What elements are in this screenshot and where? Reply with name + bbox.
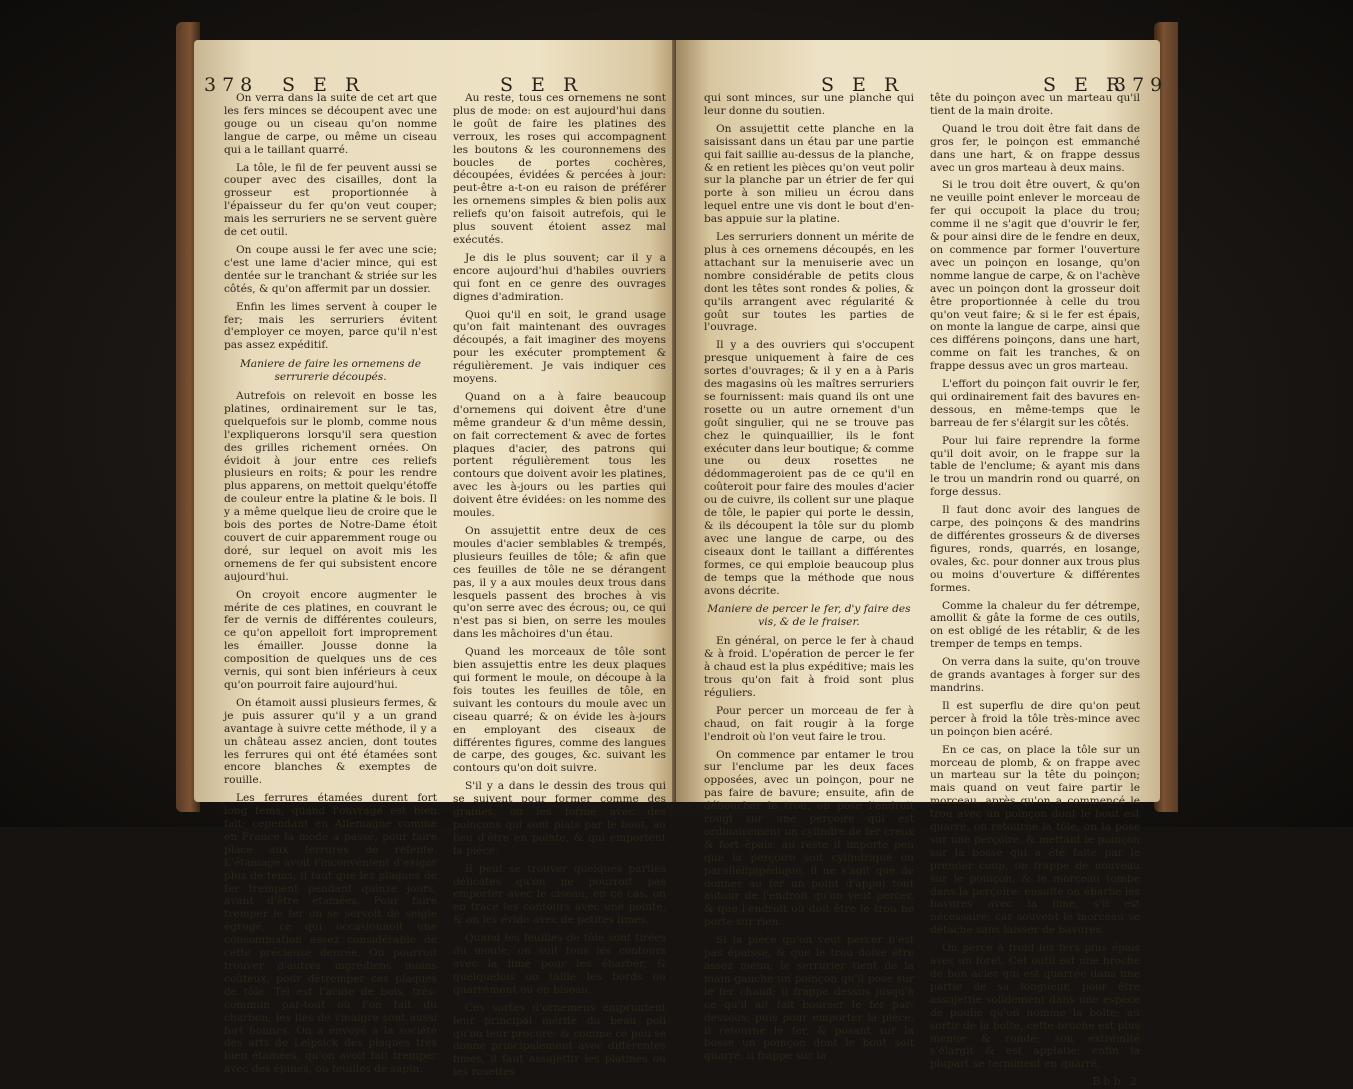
paragraph: Pour percer un morceau de fer à chaud, on fait rougir à la forge l'endroit où l'on veut faire le trou. [704, 704, 914, 743]
printer-signature-mark: Bbb 2 [1092, 1075, 1140, 1089]
left-column-1 [224, 92, 437, 1076]
right-page-number: 379 [1114, 74, 1169, 96]
section-heading: Maniere de faire les ornemens de serrurerie découpés. [239, 358, 422, 384]
paragraph: Quand on a à faire beaucoup d'ornemens qui doivent être d'une même grandeur & d'un même dessin, on fait correctement & avec de fortes plaques d'acier, des patrons qui portent régulièrement tous les contours que doivent avoir les platines, avec les à-jours ou les parties qui doivent être évidées: on les nomme des moules. [453, 390, 666, 520]
paragraph: En ce cas, on place la tôle sur un morceau de plomb, & on frappe avec un marteau sur la tête du poinçon; mais quand on veut faire partir le morceau, après qu'on a commencé le trou avec un poinçon dont le bout est quarré, on retourne la tôle, on la pose sur une perçoire, & mettant le poinçon sur la bosse qui a été faite par le premier coup, on frappe de nouveau sur le poinçon, & le morceau tombe dans la perçoire: ensuite on ébarbe les bavures avec la lime, s'il est nécessaire; car souvent le morceau se détache sans laisser de bavures. [930, 743, 1140, 937]
paragraph: Les ferrures étamées durent fort long tems, quand l'ouvrage est bien fait; cependant en Allemagne comme en France la mode a passé, pour faire place aux ferrures de refente. L'étamage avoit l'inconvénient d'exiger plus de tems; il faut que les plaques de fer trempent pendant quinze jours, avant d'être étamées. Pour faire tremper le fer on se servoit de seigle égrugé, ce qui occasionnoit une consommation assez considérable de cette précieuse denrée. On pourroit trouver d'autres ingrédiens moins coûteux, pour détremper ces plaques de tôle. Tel est l'acide de bois, très-commun par-tout où l'on fait du charbon; les lies de vinaigre sont aussi fort bonnes. On a envoyé à la société des arts de Leipsick des plaques très bien étamées, qu'on avoit fait tremper avec des épines, ou feuilles de sapin. [224, 792, 437, 1076]
paragraph: S'il y a dans le dessin des trous qui se suivent pour former comme des graines, on les forme avec des poinçons qui sont plats par le bout, au lieu d'être en pointe, & qui emportent la pièce. [453, 780, 666, 857]
left-page-columns [224, 92, 666, 1079]
left-head-col2: S E R [500, 74, 584, 96]
paragraph: Il peut se trouver quelques parties délicates qu'on ne pourroit pas emporter avec le ciseau; en ce cas, on en trace les contours avec une pointe, & on les évide avec de petites limes. [453, 862, 666, 927]
paragraph: On étamoit aussi plusieurs fermes, & je puis assurer qu'il y a un grand avantage à suivre cette méthode, il y a un château assez ancien, dont toutes les ferrures qui ont été étamées sont encore blanches & exemptes de rouille. [224, 696, 437, 787]
paragraph: Quoi qu'il en soit, le grand usage qu'on fait maintenant des ouvrages découpés, a fait imaginer des moyens pour les exécuter promptement & régulièrement. Je vais indiquer ces moyens. [453, 308, 666, 386]
left-page-number: 378 [204, 74, 259, 96]
right-head-col2: S E R [1043, 74, 1127, 96]
paragraph: Je dis le plus souvent; car il y a encore aujourd'hui d'habiles ouvriers qui font en ce genre des ouvrages dignes d'admiration. [453, 251, 666, 303]
paragraph: Les serruriers donnent un mérite de plus à ces ornemens découpés, en les attachant sur la menuiserie avec un nombre considérable de petits clous dont les têtes sont rondes & polies, & qu'ils arrangent avec régularité & goût sur toutes les parties de l'ouvrage. [704, 231, 914, 334]
section-heading: Maniere de percer le fer, d'y faire des vis, & de le fraiser. [707, 603, 911, 629]
left-page [194, 40, 684, 1079]
paragraph: Ces sortes d'ornemens empruntent leur principal mérite du beau poli qu'on leur procure; & comme ce poli se donne principalement avec différentes limes, il faut assujettir les platines ou les rosettes [453, 1001, 666, 1079]
paragraph: Enfin les limes servent à couper le fer; mais les serruriers évitent d'employer ce moyen, parce qu'il n'est pas assez expéditif. [224, 300, 437, 352]
paragraph: Si le trou doit être ouvert, & qu'on ne veuille point enlever le morceau de fer qui occupoit la place du trou; comme il ne s'agit que d'ouvrir le fer, & pour ainsi dire de le fendre en deux, on commence par former l'ouverture avec un poinçon en losange, qu'on nomme langue de carpe, & on l'achève avec un poinçon dont la grosseur doit être proportionnée à celle du trou qu'on veut faire; & si le fer est épais, on monte la langue de carpe, ainsi que ces différens poinçons, dans une hart, comme on fait les tranches, & on frappe dessus avec un gros marteau. [930, 179, 1140, 373]
paragraph: L'effort du poinçon fait ouvrir le fer, qui ordinairement fait des bavures en-dessous, en même-temps que le barreau de fer s'élargit sur les côtés. [930, 378, 1140, 429]
paragraph: On coupe aussi le fer avec une scie; c'est une lame d'acier mince, qui est dentée sur le tranchant & striée sur les côtés, & qu'on affermit par un dossier. [224, 243, 437, 295]
paragraph: Comme la chaleur du fer détrempe, amollit & gâte la forme de ces outils, on est obligé de les rétablir, & de les tremper de temps en temps. [930, 599, 1140, 651]
paragraph: En général, on perce le fer à chaud & à froid. L'opération de percer le fer à chaud est la plus expéditive; mais les trous qu'on fait à froid sont plus réguliers. [704, 635, 914, 699]
paragraph: La tôle, le fil de fer peuvent aussi se couper avec des cisailles, dont la grosseur est proportionnée à l'épaisseur du fer qu'on veut couper; mais les serruriers ne se servent guère de cet outil. [224, 161, 437, 239]
paragraph: Il faut donc avoir des langues de carpe, des poinçons & des mandrins de différentes grosseurs & de diverses figures, ronds, quarrés, en losange, ovales, &c. pour donner aux trous plus ou moins d'ouverture & différentes formes. [930, 504, 1140, 594]
paragraph: On verra dans la suite, qu'on trouve de grands avantages à forger sur des mandrins. [930, 656, 1140, 694]
left-running-head [194, 74, 684, 96]
right-page-columns [704, 92, 1140, 1089]
paragraph: Pour lui faire reprendre la forme qu'il doit avoir, on le frappe sur la table de l'enclume; & ayant mis dans le trou un mandrin rond ou quarré, on forge dessus. [930, 434, 1140, 499]
paragraph: Il est superflu de dire qu'on peut percer à froid la tôle très-mince avec un poinçon bien acéré. [930, 699, 1140, 738]
paragraph: On croyoit encore augmenter le mérite de ces platines, en couvrant le fer de vernis de différentes couleurs, ce qu'on appelloit fort improprement les émailler. Jousse donne la composition de quelques uns de ces vernis, qui sont bien inférieurs à ceux qu'on pourroit faire aujourd'hui. [224, 588, 437, 691]
paragraph: Si la pièce qu'on veut percer n'est pas épaisse, & que le trou doive être assez menu; le serrurier tient de la main gauche un poinçon qu'il pose sur le fer chaud; il frappe dessus jusqu'à ce qu'il ait fait bourser le fer par-dessous; puis pour emporter la pièce, il retourne le fer, & posant sur la bosse un poinçon dont le bout soit quarré, il frappe sur la [704, 934, 914, 1063]
paragraph: On commence par entamer le trou sur l'enclume par les deux faces opposées, avec un poinçon, pour ne pas faire de bavure; ensuite, afin de déboucher le trou, on pose l'endroit rougi sur une perçoire qui est ordinairement un cylindre de fer creux & fort épais: au reste il importe peu que la perçoire soit cylindrique ou parallélipipédique, il ne s'agit que de donner au fer un point d'appui tout autour de l'endroit qu'on veut percer, & que l'endroit où doit être le trou ne porte sur rien. [704, 748, 914, 929]
paragraph: Il y a des ouvriers qui s'occupent presque uniquement à faire de ces sortes d'ouvrages; & il y en a à Paris des magasins où les maîtres serruriers se fournissent: mais quand ils ont une rosette ou un autre ornement d'un goût singulier, qui ne se trouve pas chez le quinquaillier, ils le font exécuter dans leur boutique; & comme une ou deux rosettes ne dédommageroient pas de ce qu'il en coûteroit pour faire des moules d'acier ou de cuivre, ils collent sur une plaque de tôle, le papier qui porte le dessin, & ils découpent la tôle sur du plomb avec une langue de carpe, ou des ciseaux dont le taillant a différentes formes, ce qui emploie beaucoup plus de temps que la méthode que nous avons décrite. [704, 339, 914, 597]
paragraph: Quand les morceaux de tôle sont bien assujettis entre les deux plaques qui forment le moule, on découpe à la fois toutes les feuilles de tôle, en suivant les contours du moule avec un ciseau quarré; & on évide les à-jours en employant des ciseaux de différentes figures, comme des langues de carpe, des gouges, &c. suivant les contours qu'on doit suivre. [453, 646, 666, 775]
open-book [176, 22, 1178, 1089]
paragraph: On assujettit entre deux de ces moules d'acier semblables & trempés, plusieurs feuilles de tôle; & afin que ces feuilles de tôle ne se dérangent pas, il y a aux moules deux trous dans lesquels passent des broches à vis qu'on serre avec des écrous; ou, ce qui n'est pas si bien, on serre les moules dans les mâchoires d'un étau. [453, 525, 666, 641]
right-column-1 [704, 92, 914, 1063]
right-running-head [676, 74, 1169, 96]
paragraph: Au reste, tous ces ornemens ne sont plus de mode: on est aujourd'hui dans le goût de faire les platines des verroux, les roses qui accompagnent les boutons & les couronnemens des boucles de portes cochères, découpées, évidées & percées à jour: peut-être a-t-on eu raison de préférer les ornemens simples & bien polis aux reliefs qu'on faisoit autrefois, qui le plus souvent étoient assez mal exécutés. [453, 92, 666, 246]
paragraph: tête du poinçon avec un marteau qu'il tient de la main droite. [930, 92, 1140, 117]
paragraph: Autrefois on relevoit en bosse les platines, ordinairement sur le tas, quelquefois sur le plomb, comme nous l'expliquerons lorsqu'il sera question des grilles richement ornées. On évidoit à jour entre ces reliefs plusieurs en roits; & pour les rendre plus apparens, on mettoit quelqu'étoffe de couleur entre la platine & le bois. Il y a même quelque lieu de croire que le bois des portes de Notre-Dame étoit couvert de cuir apparemment rouge ou doré, sur lequel on avoit mis les ornemens de fer qui subsistent encore aujourd'hui. [224, 390, 437, 583]
paragraph: On assujettit cette planche en la saisissant dans un étau par une partie qui fait saillie au-dessus de la planche, & en retient les pièces qu'on veut polir sur la planche par un étrier de fer qui porte à son milieu un écrou dans lequel entre une vis dont le bout d'en-bas appuie sur la platine. [704, 122, 914, 226]
paragraph: Quand le trou doit être fait dans de gros fer, le poinçon est emmanché dans une hart, & on frappe dessus avec un gros marteau à deux mains. [930, 122, 1140, 174]
right-page [676, 40, 1169, 1089]
right-column-2 [930, 92, 1140, 1089]
left-column-2 [453, 92, 666, 1079]
paragraph: qui sont minces, sur une planche qui leur donne du soutien. [704, 92, 914, 117]
paragraph: Quand les feuilles de tôle sont tirées du moule, on suit tous les contours avec la lime pour les ébarber, & quelquefois on taille les bords ou quarrément ou en biseau. [453, 932, 666, 996]
left-head-col1: S E R [282, 74, 366, 96]
right-head-col1: S E R [821, 74, 905, 96]
paragraph: On perce à froid les fers plus épais avec un foret. Cet outil est une broche de bon acier qui est quarrée dans une partie de sa longueur, pour être assujettie solidement dans une espèce de poulie qu'on nomme la boîte; au sortir de la boîte, cette broche est plus menue & ronde; son extrémité s'élargit & est applatie; enfin la plupart se terminent en quarré, [930, 942, 1140, 1071]
paragraph: On verra dans la suite de cet art que les fers minces se découpent avec une gouge ou un ciseau qu'on nomme langue de carpe, ou même un ciseau qui a le taillant quarré. [224, 92, 437, 156]
